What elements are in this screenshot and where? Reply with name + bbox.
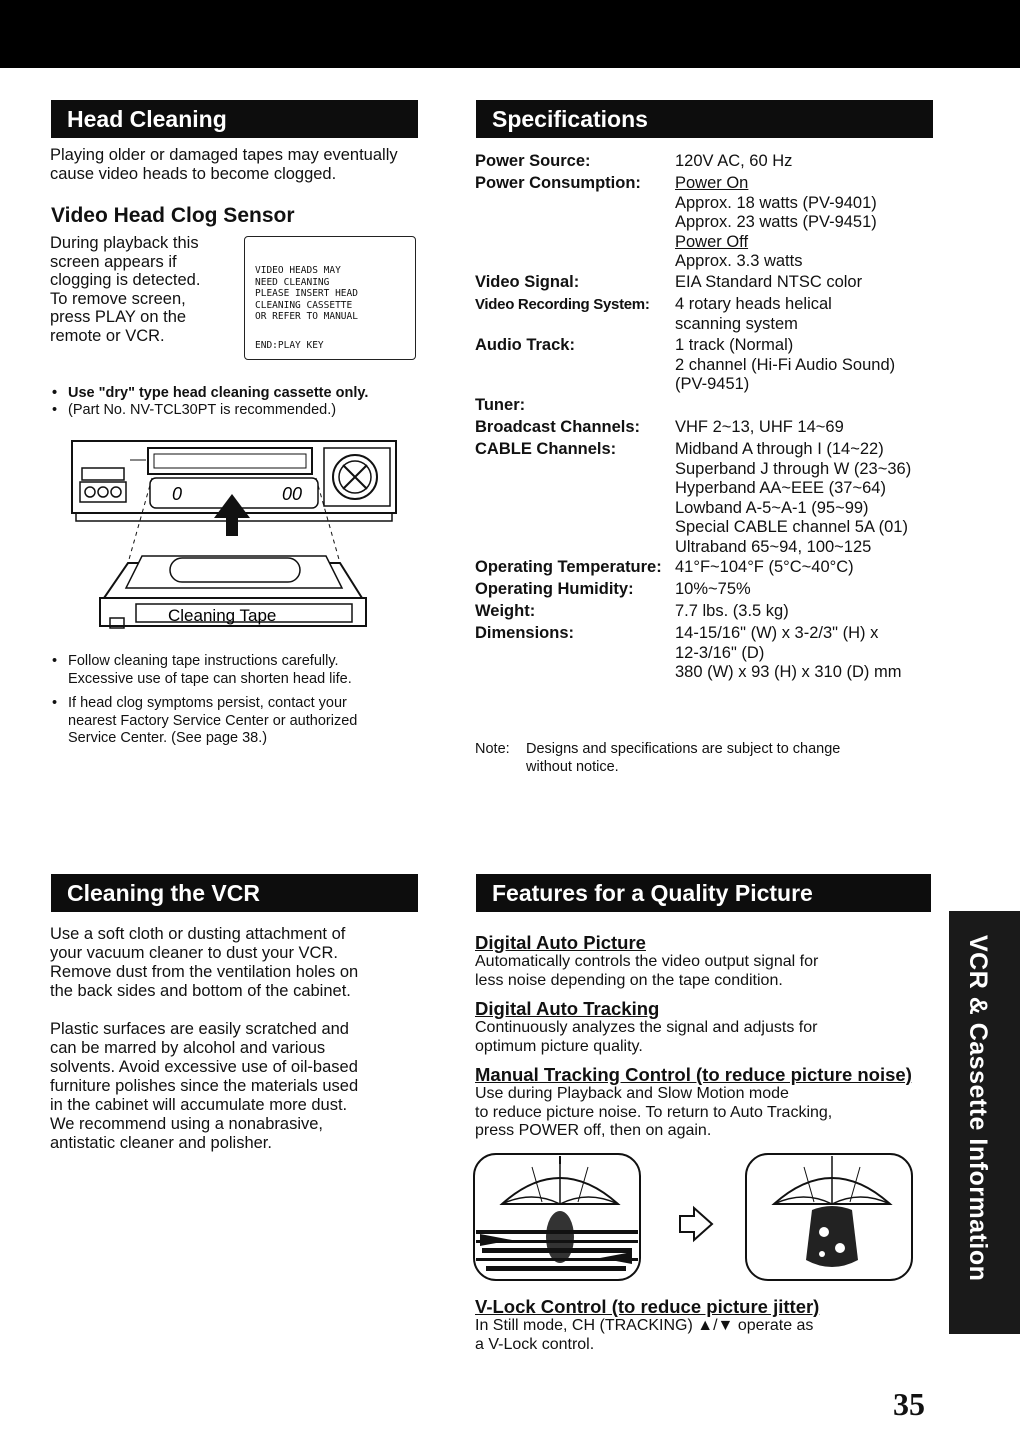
sensor-title: Video Head Clog Sensor	[51, 204, 295, 227]
clog-warning-screen: VIDEO HEADS MAY NEED CLEANING PLEASE INSERT HEAD CLEANING CASSETTE OR REFER TO MANUAL END:PLAY KEY	[244, 236, 416, 360]
feature-v-lock-text: In Still mode, CH (TRACKING) ▲/▼ operate as a V-Lock control.	[475, 1317, 814, 1353]
head-cleaning-intro: Playing older or damaged tapes may eventually cause video heads to become clogged.	[50, 146, 398, 183]
cleaning-vcr-header	[51, 874, 418, 912]
specifications-header	[476, 100, 933, 138]
features-title: Features for a Quality Picture	[492, 880, 813, 906]
picture-noise-illustration	[472, 1152, 914, 1284]
cleaning-tape-label: Cleaning Tape	[168, 606, 277, 625]
feature-digital-auto-picture-text: Automatically controls the video output signal for less noise depending on the tape condition.	[475, 953, 819, 989]
svg-text:00: 00	[282, 484, 303, 504]
part-number-note: • (Part No. NV-TCL30PT is recommended.)	[68, 402, 336, 420]
cleaning-vcr-title: Cleaning the VCR	[67, 880, 260, 906]
bullet-contact-service: • If head clog symptoms persist, contact your nearest Factory Service Center or authorized Service Center. (See page 38.)	[68, 695, 357, 748]
feature-digital-auto-picture-title: Digital Auto Picture	[475, 932, 646, 953]
insert-arrow-icon	[214, 494, 250, 536]
feature-digital-auto-tracking-text: Continuously analyzes the signal and adjusts for optimum picture quality.	[475, 1019, 818, 1055]
feature-manual-tracking-title: Manual Tracking Control (to reduce picture noise)	[475, 1064, 912, 1085]
head-cleaning-title: Head Cleaning	[67, 106, 227, 132]
specifications-title: Specifications	[492, 106, 648, 132]
osd-end-key: END:PLAY KEY	[255, 339, 324, 351]
section-side-tab	[949, 911, 1020, 1334]
dry-cassette-note: • Use "dry" type head cleaning cassette only.	[68, 385, 368, 403]
feature-digital-auto-tracking-title: Digital Auto Tracking	[475, 998, 660, 1019]
vcr-cleaning-tape-illustration	[70, 438, 400, 633]
svg-text:0: 0	[172, 484, 183, 504]
cleaning-vcr-paragraph-1: Use a soft cloth or dusting attachment of your vacuum cleaner to dust your VCR. Remove dust from the ventilation holes on the back sides and bottom of the cabinet.	[50, 925, 359, 1000]
features-header	[476, 874, 931, 912]
head-cleaning-header	[51, 100, 418, 138]
vcr-cassette-slot	[148, 448, 312, 474]
side-tab-label: VCR & Cassette Information	[964, 935, 992, 1282]
bullet-follow-instructions: • Follow cleaning tape instructions carefully. Excessive use of tape can shorten head life.	[68, 653, 352, 688]
arrow-right-icon	[680, 1208, 712, 1240]
top-black-band	[0, 0, 1020, 68]
feature-manual-tracking-text: Use during Playback and Slow Motion mode to reduce picture noise. To return to Auto Tracking, press POWER off, then on again.	[475, 1085, 833, 1139]
sensor-text: During playback this screen appears if clogging is detected. To remove screen, press PLAY on the remote or VCR.	[50, 234, 201, 345]
page-number: 35	[893, 1386, 925, 1422]
feature-v-lock-title: V-Lock Control (to reduce picture jitter)	[475, 1296, 820, 1317]
cleaning-vcr-paragraph-2: Plastic surfaces are easily scratched and can be marred by alcohol and various solvents. Avoid excessive use of oil-based furniture polishes since the materials used in the cabinet will accumulate more dust. We recommend using a nonabrasive, antistatic cleaner and polisher.	[50, 1020, 359, 1152]
